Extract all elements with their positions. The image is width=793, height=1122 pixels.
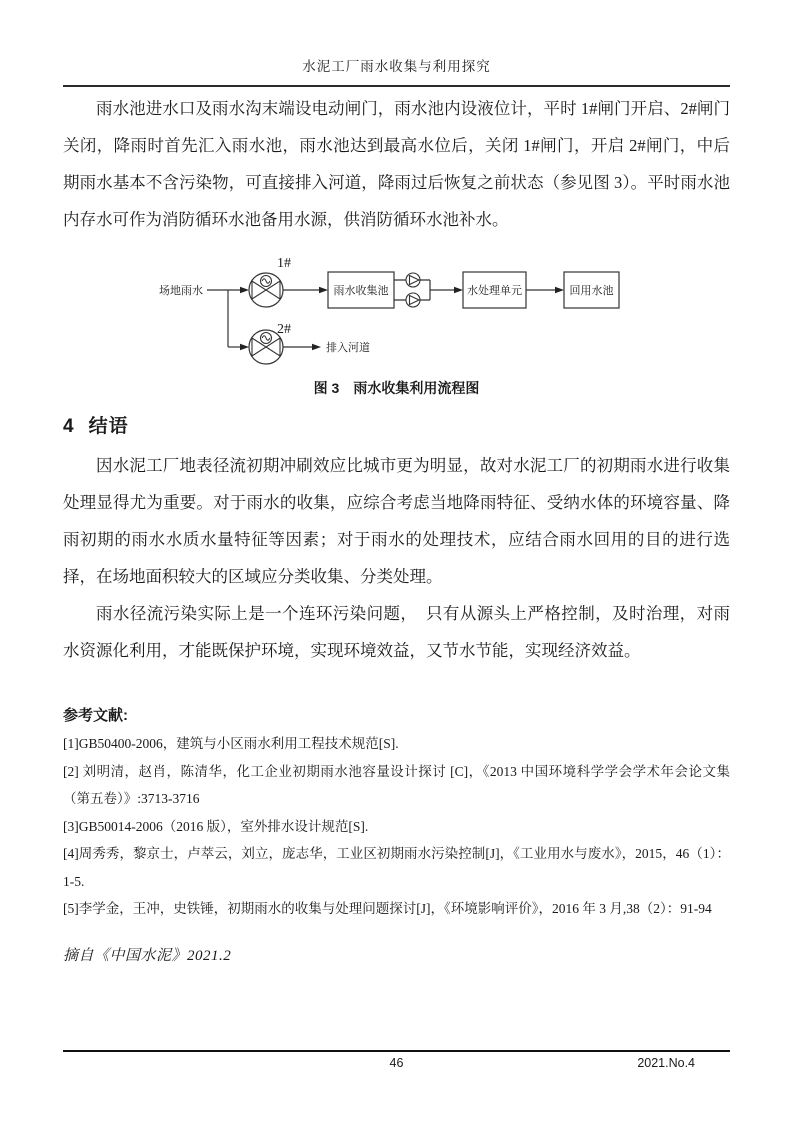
node-label-reuse: 回用水池	[569, 285, 614, 297]
references-section	[63, 705, 730, 923]
reference-item: [3]GB50014-2006（2016 版），室外排水设计规范[S].	[63, 818, 369, 834]
paragraph-intro: 雨水池进水口及雨水沟末端设电动闸门，雨水池内设液位计，平时 1#闸门开启、2#闸门关闭，降雨时首先汇入雨水池，雨水池达到最高水位后，关闭 1#闸门，开启 2#闸门，中后期雨水基本不含污染物，可直接排入河道，降雨过后恢复之前状态（参见图 3）。平时雨水池内存水可作为消防循环水池备用水源，供消防循环水池补水。	[63, 99, 730, 229]
running-head-title: 水泥工厂雨水收集与利用探究	[63, 55, 730, 87]
node-label-river: 排入河道	[326, 342, 370, 354]
flow-diagram	[151, 250, 631, 372]
valve-1-label: 1#	[277, 256, 291, 271]
reference-item: [1]GB50400-2006，建筑与小区雨水利用工程技术规范[S].	[63, 736, 399, 751]
page-footer	[63, 1050, 730, 1078]
issue-number: 2021.No.4	[637, 1056, 695, 1070]
source-note: 摘自《中国水泥》2021.2	[63, 947, 232, 964]
reference-item: [2] 刘明清，赵肖，陈清华，化工企业初期雨水池容量设计探讨 [C]，《2013 中国环境科学学会学术年会论文集（第五卷）》:3713-3716	[63, 763, 730, 806]
valve-2-label: 2#	[277, 322, 291, 337]
section-heading-conclusion	[63, 411, 730, 438]
figure-caption: 图 3 雨水收集利用流程图	[313, 380, 480, 396]
section-number: 4	[63, 416, 74, 437]
section-title: 结语	[88, 416, 129, 437]
paragraph-conclusion-1: 因水泥工厂地表径流初期冲刷效应比城市更为明显，故对水泥工厂的初期雨水进行收集处理显得尤为重要。对于雨水的收集，应综合考虑当地降雨特征、受纳水体的环境容量、降雨初期的雨水水质水量特征等因素；对于雨水的处理技术，应结合雨水回用的目的进行选择，在场地面积较大的区域应分类收集、分类处理。	[63, 456, 730, 586]
page-number: 46	[389, 1056, 404, 1070]
figure-3	[63, 250, 730, 398]
node-label-source: 场地雨水	[159, 285, 203, 297]
valve-1-icon	[249, 273, 283, 307]
page-content	[63, 87, 730, 965]
pump-icons	[406, 273, 420, 307]
references-heading: 参考文献:	[63, 707, 128, 724]
reference-item: [4]周秀秀，黎京士，卢萃云，刘立，庞志华，工业区初期雨水污染控制[J]，《工业用水与废水》，2015，46（1）：1-5.	[63, 846, 730, 889]
node-label-collect: 雨水收集池	[333, 285, 389, 297]
node-label-treat: 水处理单元	[467, 285, 522, 297]
paragraph-conclusion-2: 雨水径流污染实际上是一个连环污染问题， 只有从源头上严格控制，及时治理，对雨水资源化利用，才能既保护环境，实现环境效益，又节水节能，实现经济效益。	[63, 604, 730, 660]
reference-item: [5]李学金，王冲，史铁锤，初期雨水的收集与处理问题探讨[J]，《环境影响评价》，2016 年 3 月,38（2）：91-94	[63, 901, 712, 916]
